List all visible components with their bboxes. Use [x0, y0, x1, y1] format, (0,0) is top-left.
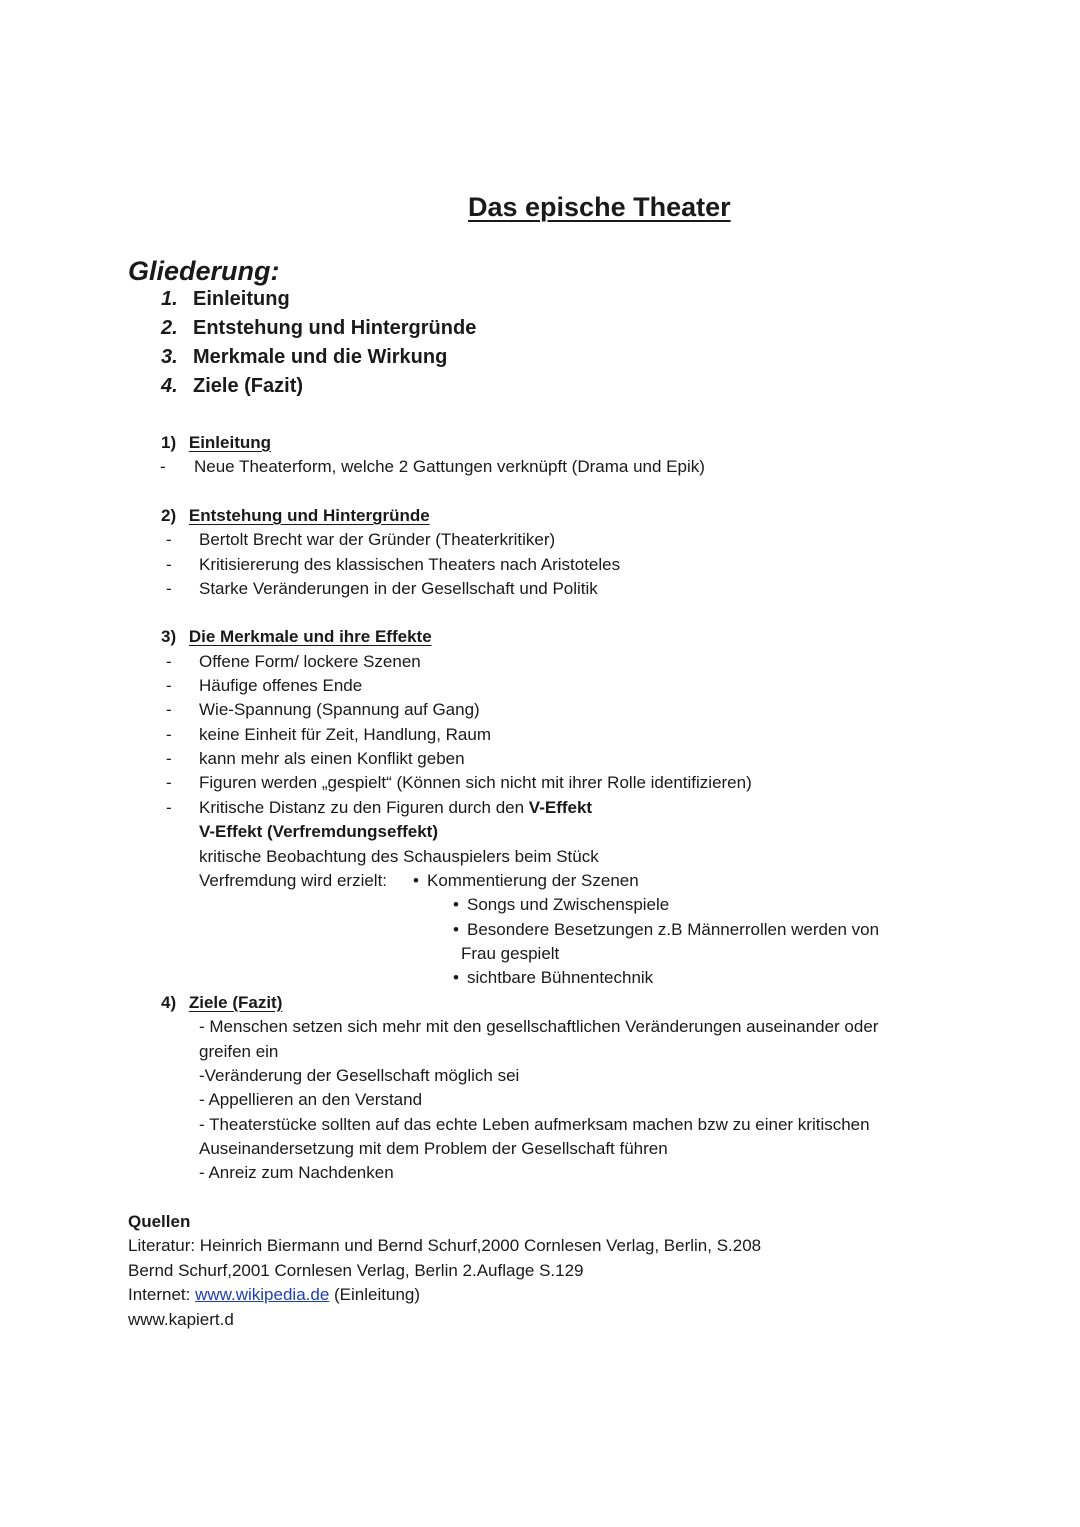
toc-item-4 [161, 375, 303, 398]
toc-number: 1. [161, 288, 178, 310]
bullet-glyph: • [413, 871, 419, 890]
dash-marker: - [166, 555, 172, 574]
text-line: - Anreiz zum Nachdenken [199, 1163, 394, 1182]
quellen-other: www.kapiert.d [128, 1310, 234, 1329]
toc-label: Merkmale und die Wirkung [193, 346, 448, 368]
text-line: Auseinandersetzung mit dem Problem der Gesellschaft führen [199, 1139, 668, 1158]
list-item: Wie-Spannung (Spannung auf Gang) [199, 700, 480, 719]
veffekt-description: kritische Beobachtung des Schauspielers beim Stück [199, 847, 599, 866]
section-2-heading [161, 506, 430, 526]
section-title: Einleitung [188, 433, 272, 452]
bullet-glyph: • [453, 968, 459, 987]
text-line: - Appellieren an den Verstand [199, 1090, 423, 1109]
verfremdung-item: sichtbare Bühnentechnik [467, 968, 654, 987]
list-item: keine Einheit für Zeit, Handlung, Raum [199, 725, 491, 744]
dash-marker: - [166, 530, 172, 549]
section-4-heading [161, 993, 282, 1013]
toc-label: Einleitung [193, 288, 290, 310]
veffekt-title: V-Effekt (Verfremdungseffekt) [199, 822, 438, 841]
list-item [199, 798, 592, 818]
list-item: Offene Form/ lockere Szenen [199, 652, 421, 671]
document-title: Das epische Theater [468, 192, 731, 222]
verfremdung-item: Kommentierung der Szenen [427, 871, 639, 890]
section-number: 1) [161, 433, 177, 452]
quellen-internet-note: (Einleitung) [329, 1285, 421, 1304]
dash-marker: - [166, 676, 172, 695]
section-number: 2) [161, 506, 177, 525]
bullet-glyph: • [453, 920, 459, 939]
list-item: Figuren werden „gespielt“ (Können sich nicht mit ihrer Rolle identifizieren) [199, 773, 752, 792]
list-item: Häufige offenes Ende [199, 676, 363, 695]
toc-item-3 [161, 346, 447, 369]
list-item: Neue Theaterform, welche 2 Gattungen verknüpft (Drama und Epik) [194, 457, 705, 476]
verfremdung-item: Songs und Zwischenspiele [467, 895, 670, 914]
list-item: Bertolt Brecht war der Gründer (Theaterkritiker) [199, 530, 556, 549]
dash-marker: - [166, 579, 172, 598]
verfremdung-label: Verfremdung wird erzielt: [199, 871, 388, 890]
text-line: -Veränderung der Gesellschaft möglich sei [199, 1066, 520, 1085]
dash-marker: - [166, 700, 172, 719]
gliederung-heading: Gliederung: [128, 256, 280, 286]
toc-item-2 [161, 317, 476, 340]
list-item: Kritisiererung des klassischen Theaters nach Aristoteles [199, 555, 621, 574]
list-item: kann mehr als einen Konflikt geben [199, 749, 465, 768]
dash-marker: - [160, 457, 166, 476]
quellen-internet [128, 1285, 420, 1305]
quellen-literatur-2: Bernd Schurf,2001 Cornlesen Verlag, Berlin 2.Auflage S.129 [128, 1261, 584, 1280]
toc-label: Entstehung und Hintergründe [193, 317, 477, 339]
quellen-internet-label: Internet: [128, 1285, 196, 1304]
toc-number: 2. [161, 317, 178, 339]
dash-marker: - [166, 725, 172, 744]
toc-item-1 [161, 288, 290, 311]
section-title: Ziele (Fazit) [188, 993, 283, 1012]
section-title: Die Merkmale und ihre Effekte [188, 627, 432, 646]
list-item-text: Kritische Distanz zu den Figuren durch den [199, 798, 529, 817]
section-number: 3) [161, 627, 177, 646]
section-3-heading [161, 627, 432, 647]
toc-label: Ziele (Fazit) [193, 375, 304, 397]
section-1-heading [161, 433, 271, 453]
section-number: 4) [161, 993, 177, 1012]
verfremdung-item-continuation: Frau gespielt [461, 944, 560, 963]
dash-marker: - [166, 749, 172, 768]
list-item: Starke Veränderungen in der Gesellschaft und Politik [199, 579, 598, 598]
text-line: - Theaterstücke sollten auf das echte Leben aufmerksam machen bzw zu einer kritischen [199, 1115, 870, 1134]
quellen-literatur: Literatur: Heinrich Biermann und Bernd Schurf,2000 Cornlesen Verlag, Berlin, S.208 [128, 1236, 762, 1255]
dash-marker: - [166, 798, 172, 817]
dash-marker: - [166, 773, 172, 792]
text-line: - Menschen setzen sich mehr mit den gesellschaftlichen Veränderungen auseinander oder [199, 1017, 879, 1036]
toc-number: 3. [161, 346, 178, 368]
dash-marker: - [166, 652, 172, 671]
wikipedia-link[interactable]: www.wikipedia.de [195, 1285, 330, 1304]
toc-number: 4. [161, 375, 178, 397]
quellen-heading: Quellen [128, 1212, 191, 1231]
veffekt-term: V-Effekt [528, 798, 593, 817]
verfremdung-item: Besondere Besetzungen z.B Männerrollen werden von [467, 920, 880, 939]
bullet-glyph: • [453, 895, 459, 914]
section-title: Entstehung und Hintergründe [188, 506, 430, 525]
text-line: greifen ein [199, 1042, 279, 1061]
